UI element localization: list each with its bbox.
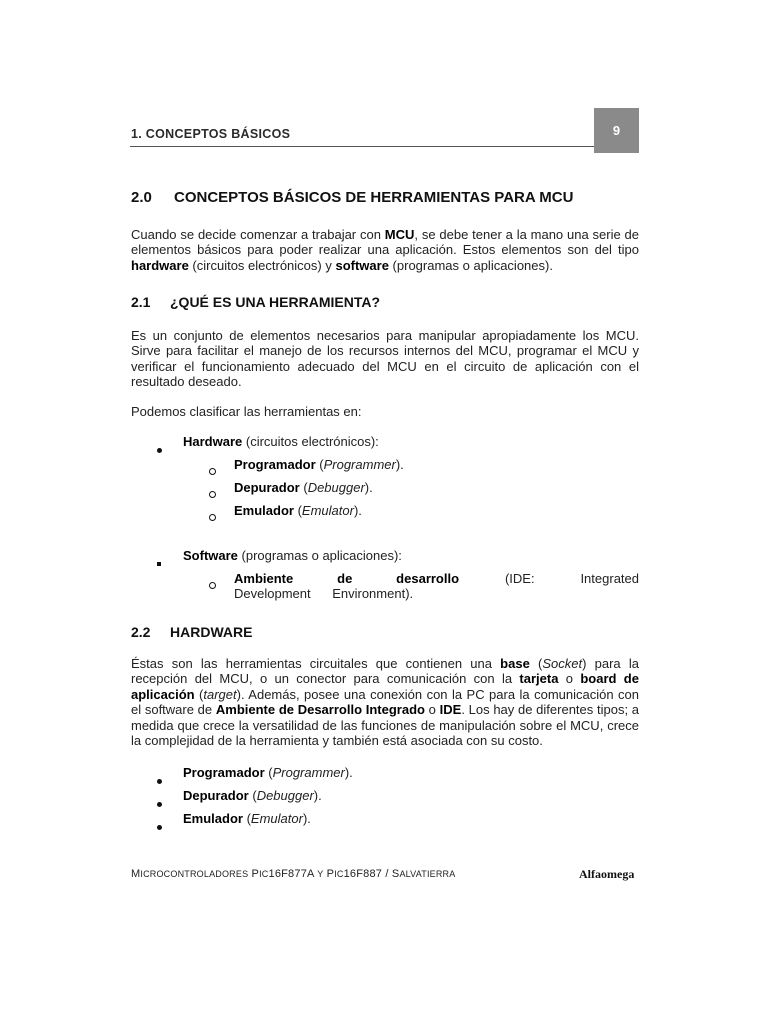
bullet-circle-icon bbox=[209, 576, 216, 594]
section-number: 2.0 bbox=[131, 189, 152, 206]
section-title: HARDWARE bbox=[170, 624, 253, 640]
bullet-dot-icon bbox=[157, 794, 162, 812]
section-2-1-heading bbox=[131, 294, 380, 310]
term-hardware: hardware bbox=[131, 257, 189, 273]
list-item-depurador: Depurador (Debugger). bbox=[183, 788, 322, 803]
section-number: 2.2 bbox=[131, 624, 151, 640]
section-2-0-heading bbox=[131, 189, 573, 206]
bullet-circle-icon bbox=[209, 508, 216, 526]
list-item-software: Software (programas o aplicaciones): bbox=[183, 548, 402, 563]
page-number: 9 bbox=[594, 108, 639, 153]
section-number: 2.1 bbox=[131, 294, 151, 310]
footer-publisher: Alfaomega bbox=[579, 867, 635, 881]
bullet-dot-icon bbox=[157, 817, 162, 835]
list-item-hardware: Hardware (circuitos electrónicos): bbox=[183, 434, 379, 449]
footer-book-title: MICROCONTROLADORES PIC16F877A Y PIC16F887 / SALVATIERRA bbox=[131, 868, 456, 880]
section-title: CONCEPTOS BÁSICOS DE HERRAMIENTAS PARA MCU bbox=[174, 189, 574, 206]
term-mcu: MCU bbox=[384, 227, 415, 242]
running-header: 1. CONCEPTOS BÁSICOS bbox=[131, 127, 291, 141]
bullet-dot-icon bbox=[157, 771, 162, 789]
bullet-circle-icon bbox=[209, 462, 216, 480]
classify-sentence: Podemos clasificar las herramientas en: bbox=[131, 404, 362, 419]
bullet-square-icon bbox=[157, 553, 161, 571]
section-2-2-heading bbox=[131, 624, 252, 640]
list-item-ide: Ambiente de desarrollo (IDE: Integrated Development Environment). bbox=[234, 571, 639, 602]
list-item-programador: Programador (Programmer). bbox=[234, 457, 404, 472]
list-item-emulador: Emulador (Emulator). bbox=[183, 811, 311, 826]
list-item-depurador: Depurador (Debugger). bbox=[234, 480, 373, 495]
section-2-2-paragraph: Éstas son las herramientas circuitales que contienen una base (Socket) para la recepción del MCU, o un conector para comunicación con la tarjeta o board de aplicación (target). Además, posee una conexión con la PC para la comunicación con el software de Ambiente de Desarrollo Integrado o IDE. Los hay de diferentes tipos; a medida que crece la versatilidad de las funciones de manipulación sobre el MCU, crece la complejidad de la herramienta y también está asociada con su costo. bbox=[131, 656, 640, 749]
list-item-emulador: Emulador (Emulator). bbox=[234, 503, 362, 518]
term-software: software bbox=[335, 257, 389, 273]
list-item-programador: Programador (Programmer). bbox=[183, 765, 353, 780]
section-2-1-paragraph: Es un conjunto de elementos necesarios para manipular apropiadamente los MCU. Sirve para facilitar el manejo de los recursos internos del MCU, programar el MCU y verificar el funcionamiento adecuado del MCU en el circuito de aplicación con el resultado deseado. bbox=[131, 328, 639, 390]
bullet-circle-icon bbox=[209, 485, 216, 503]
section-title: ¿QUÉ ES UNA HERRAMIENTA? bbox=[170, 294, 380, 310]
header-rule bbox=[130, 146, 594, 147]
section-2-0-paragraph: Cuando se decide comenzar a trabajar con MCU, se debe tener a la mano una serie de elementos básicos para poder realizar una aplicación. Estos elementos son del tipo hardware (circuitos electrónicos) y software (programas o aplicaciones). bbox=[131, 227, 639, 273]
bullet-dot-icon bbox=[157, 440, 162, 458]
